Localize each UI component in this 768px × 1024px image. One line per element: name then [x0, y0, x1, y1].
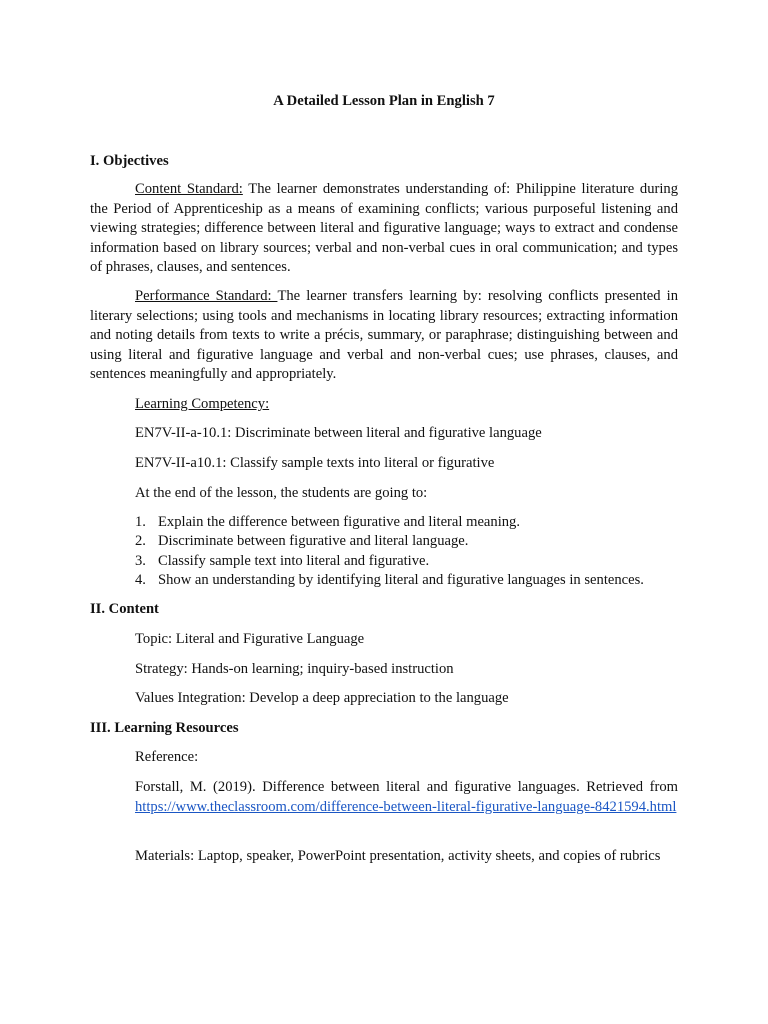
- content-standard-text: The learner demonstrates understanding of: Philippine literature during the Period of Apprenticeship as a means of examining conflicts; various purposeful listening and viewing strategies; difference between literal and figurative language; ways to extract and condense information based on library sources; verbal and non-verbal cues in oral communication; and types of phrases, clauses, and sentences.: [90, 181, 678, 275]
- learning-competency-label: Learning Competency:: [135, 396, 270, 412]
- strategy-line: Strategy: Hands-on learning; inquiry-based instruction: [135, 661, 454, 677]
- learning-resources-heading: III. Learning Resources: [90, 720, 239, 736]
- materials-line: Materials: Laptop, speaker, PowerPoint presentation, activity sheets, and copies of rubrics: [135, 848, 661, 864]
- content-standard-paragraph: [90, 180, 678, 278]
- list-text: Discriminate between figurative and literal language.: [158, 533, 469, 550]
- list-item: [135, 571, 644, 590]
- list-number: 4.: [135, 571, 146, 588]
- values-line: Values Integration: Develop a deep appreciation to the language: [135, 690, 509, 706]
- list-text: Explain the difference between figurative and literal meaning.: [158, 514, 520, 530]
- reference-link[interactable]: https://www.theclassroom.com/difference-between-literal-figurative-language-8421594.html: [135, 798, 677, 815]
- list-text: Show an understanding by identifying literal and figurative languages in sentences.: [158, 571, 644, 588]
- citation-paragraph: [135, 778, 678, 817]
- list-item: [135, 513, 644, 532]
- reference-label: Reference:: [135, 749, 199, 765]
- performance-standard-label: Performance Standard:: [135, 288, 278, 304]
- list-text: Classify sample text into literal and figurative.: [158, 552, 430, 569]
- performance-standard-text: The learner transfers learning by: resolving conflicts presented in literary selections; using tools and mechanisms in locating library resources; extracting information and noting details from texts to write a précis, summary, or paraphrase; distinguishing between and using literal and figurative language and verbal and non-verbal cues; use phrases, clauses, and sentences meaningfully and appropriately.: [90, 288, 679, 382]
- document-title: A Detailed Lesson Plan in English 7: [273, 93, 495, 109]
- citation-text: Forstall, M. (2019). Difference between literal and figurative languages. Retrieved from: [135, 779, 678, 795]
- list-item: [135, 532, 644, 551]
- lesson-intro: At the end of the lesson, the students are going to:: [135, 485, 428, 501]
- objectives-list: [135, 513, 644, 590]
- list-number: 3.: [135, 552, 146, 569]
- content-standard-label: Content Standard:: [135, 181, 243, 197]
- objectives-heading: I. Objectives: [90, 153, 169, 169]
- list-number: 2.: [135, 533, 146, 550]
- topic-line: Topic: Literal and Figurative Language: [135, 631, 365, 647]
- content-heading: II. Content: [90, 601, 159, 617]
- performance-standard-paragraph: [90, 287, 678, 385]
- competency-item: EN7V-II-a-10.1: Discriminate between literal and figurative language: [135, 425, 542, 441]
- list-item: [135, 552, 644, 571]
- list-number: 1.: [135, 514, 146, 530]
- competency-item: EN7V-II-a10.1: Classify sample texts into literal or figurative: [135, 455, 495, 471]
